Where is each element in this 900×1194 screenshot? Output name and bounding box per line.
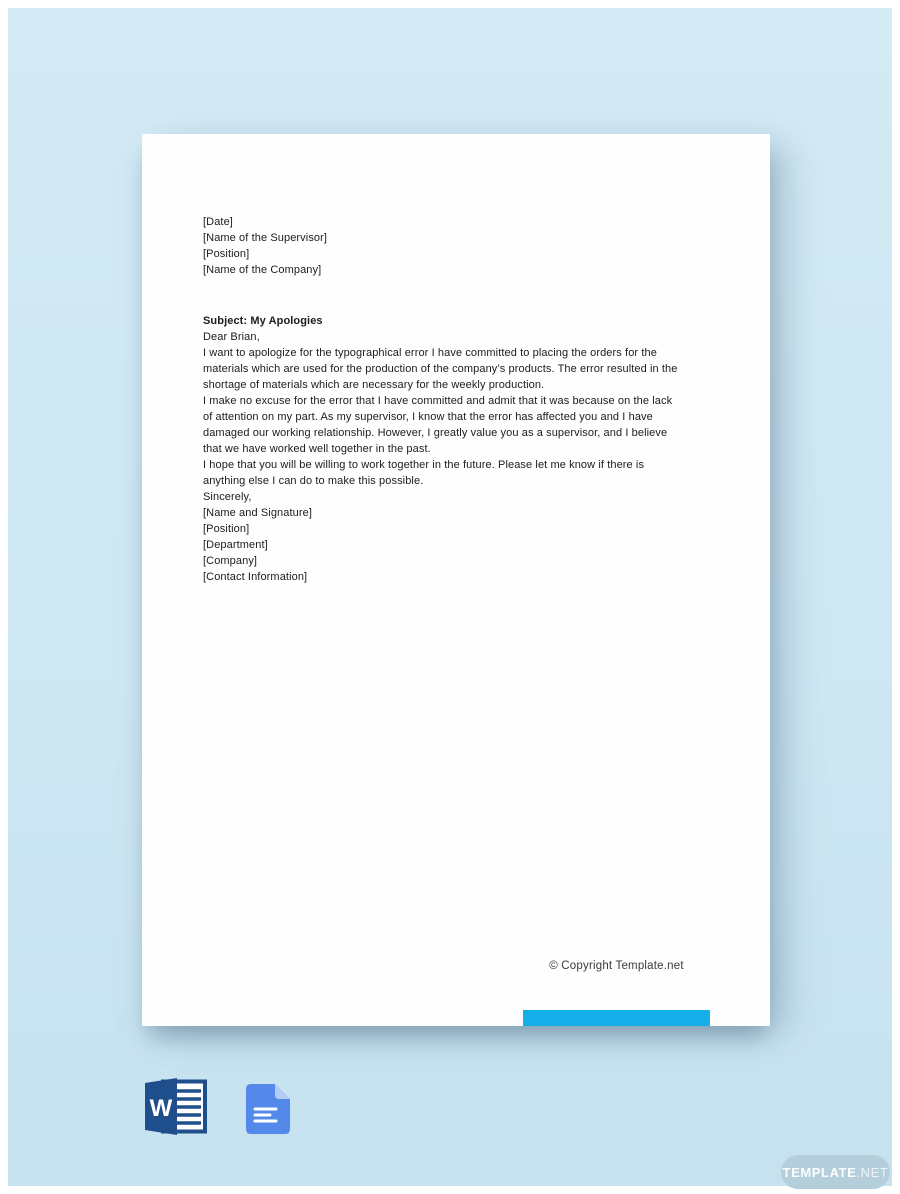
paragraph-admission: I make no excuse for the error that I have committed and admit that it was because on the lack of attention on my part. As my supervisor, I know that the error has affected you and I have damaged our working relationship. However, I greatly value you as a supervisor, and I believe that we have worked well together in the past. [203,395,673,455]
closing: Sincerely, [203,491,252,503]
copyright-notice: © Copyright Template.net [549,960,684,972]
signature-contact: [Contact Information] [203,571,308,583]
svg-text:W: W [149,1095,173,1122]
subject-line: Subject: My Apologies [203,315,323,327]
recipient-block [203,230,678,278]
footer-accent-bar [523,1010,710,1026]
file-format-options [143,1078,291,1140]
letter-page [142,134,770,1026]
microsoft-word-icon[interactable] [143,1078,209,1140]
recipient-name: [Name of the Supervisor] [203,232,328,244]
paragraph-future: I hope that you will be willing to work together in the future. Please let me know if there is anything else I can do to make this possible. [203,459,645,487]
signature-department: [Department] [203,539,268,551]
signature-company: [Company] [203,555,258,567]
signature-block [203,505,678,585]
letter-body [203,214,678,585]
signature-position: [Position] [203,523,250,535]
brand-name: TEMPLATE [782,1164,857,1180]
brand-tld: .NET [856,1164,889,1180]
salutation: Dear Brian, [203,331,260,343]
templatenet-brand-badge [781,1155,890,1189]
recipient-company: [Name of the Company] [203,264,322,276]
date-placeholder: [Date] [203,216,233,228]
paragraph-apology: I want to apologize for the typographical error I have committed to placing the orders for the materials which are used for the production of the company’s products. The error resulted in the shortage of materials which are necessary for the weekly production. [203,347,678,391]
background [8,8,892,1186]
google-docs-icon[interactable] [240,1083,291,1140]
signature-name: [Name and Signature] [203,507,313,519]
recipient-position: [Position] [203,248,250,260]
